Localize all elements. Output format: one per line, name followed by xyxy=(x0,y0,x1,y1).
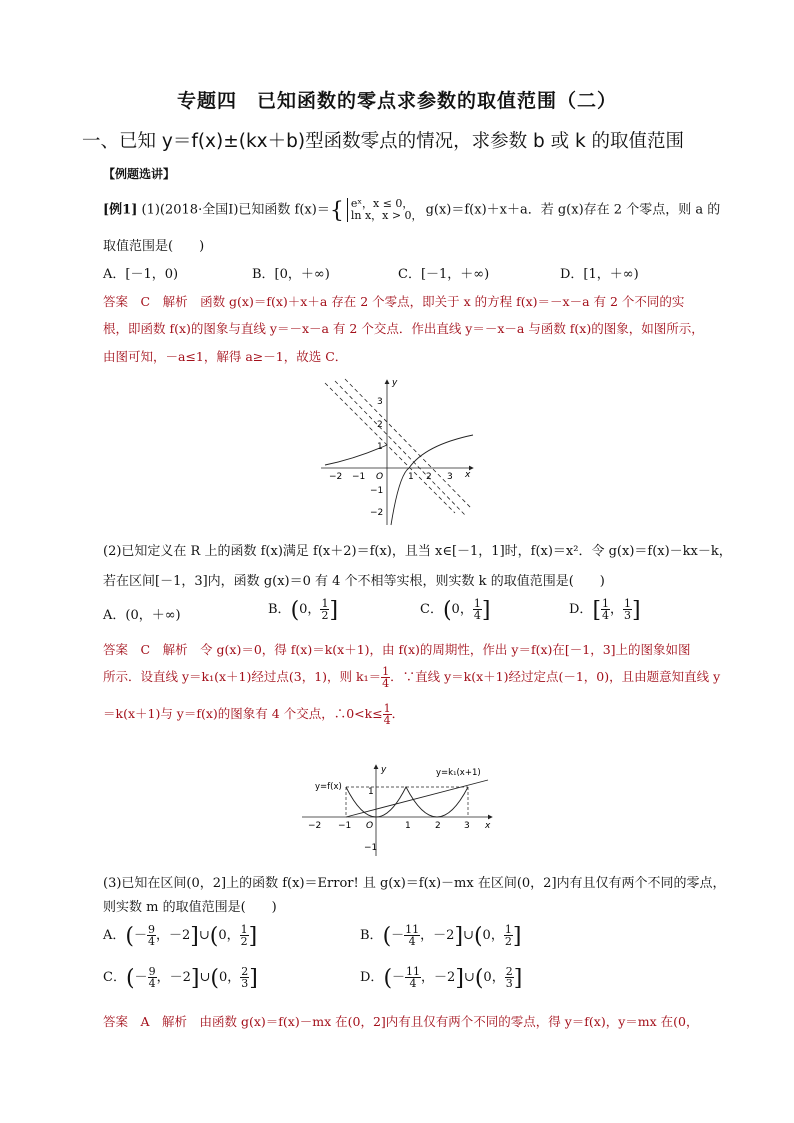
q1-piecewise xyxy=(347,198,423,222)
q3-option-a: A．(－ $\frac{9}{4}$ ，－2]∪(0， $\frac{1}{2}$ ] xyxy=(103,923,258,949)
q2-ans-k1-den: 4 xyxy=(382,677,390,690)
q2-ans-k-den: 4 xyxy=(383,714,391,727)
q3-d-den2: 3 xyxy=(505,977,513,990)
q2-option-b-prefix: B． xyxy=(268,602,291,617)
q3-b-mid: ，－2 xyxy=(420,928,455,943)
q2-option-d-prefix: D． xyxy=(569,602,593,617)
example-label: 【例题选讲】 xyxy=(103,167,176,181)
q3-c-prefix: C． xyxy=(103,970,126,985)
fig2-y-tick: −1 xyxy=(364,843,378,853)
fig2-x-tick: −2 xyxy=(308,821,322,831)
fig1-y-tick: −1 xyxy=(370,486,384,496)
q1-tag: [例1] xyxy=(103,202,138,218)
q2-option-b: B．(0， $\frac{1}{2}$ ] xyxy=(268,597,339,623)
q2-answer-line-2 xyxy=(103,666,720,689)
q2-c-num: 1 xyxy=(473,597,481,610)
q3-d-num2: 2 xyxy=(505,965,513,978)
figure-2 xyxy=(298,760,498,860)
q1-brace: { xyxy=(329,198,344,224)
q3-c-num1: 9 xyxy=(148,965,156,978)
fig1-x-tick: 3 xyxy=(447,472,453,482)
fig1-dashed-line xyxy=(325,383,455,513)
q1-piece-1: eˣ，x ≤ 0， xyxy=(350,197,414,210)
fig1-x-label: x xyxy=(465,470,471,480)
q2-ans-k1-num: 1 xyxy=(382,665,390,678)
q3-d-mid: ，－2 xyxy=(421,970,456,985)
fig2-x-tick: 2 xyxy=(435,821,441,831)
q3-stem-line-1: (3)已知在区间(0，2]上的函数 f(x)＝Error! 且 g(x)＝f(x)－mx 在区间(0，2]内有且仅有两个不同的零点， xyxy=(103,876,726,891)
q1-stem-a: (1)(2018·全国Ⅰ)已知函数 f(x)＝ xyxy=(141,202,330,218)
q3-a-den2: 2 xyxy=(240,935,248,948)
q1-piece-2: ln x，x > 0， xyxy=(350,209,423,222)
q2-answer-2a: 所示．设直线 y＝k₁(x＋1)经过点(3，1)，则 k₁＝ xyxy=(103,669,382,684)
q2-option-c-prefix: C． xyxy=(420,602,443,617)
q3-d-num1: 11 xyxy=(406,965,421,978)
fig2-x-tick: −1 xyxy=(338,821,352,831)
fig1-origin: O xyxy=(376,472,384,482)
q1-stem-b: g(x)＝f(x)＋x＋a．若 g(x)存在 2 个零点，则 a 的 xyxy=(425,202,721,218)
q3-a-num2: 1 xyxy=(240,923,248,936)
q3-d-den1: 4 xyxy=(409,977,417,990)
q3-a-prefix: A． xyxy=(103,928,126,943)
fig2-y-tick: 1 xyxy=(368,787,374,797)
q2-answer-line-1: 答案 C 解析 令 g(x)＝0，得 f(x)＝k(x＋1)，由 f(x)的周期性，作出 y＝f(x)在[－1，3]上的图象如图 xyxy=(103,642,691,657)
q3-d-prefix: D． xyxy=(360,970,384,985)
q3-option-c: C．(－ $\frac{9}{4}$ ，－2]∪(0， $\frac{2}{3}$ ] xyxy=(103,965,258,991)
fig2-x-label: x xyxy=(485,821,491,831)
fig1-y-tick: 1 xyxy=(377,442,383,452)
q2-stem-line-2: 若在区间[－1，3]内，函数 g(x)＝0 有 4 个不相等实根，则实数 k 的取值范围是( ) xyxy=(103,574,605,589)
q1-answer-line-1: 答案 C 解析 函数 g(x)＝f(x)＋x＋a 存在 2 个零点，即关于 x 的方程 f(x)＝－x－a 有 2 个不同的实 xyxy=(103,294,685,309)
q3-c-den1: 4 xyxy=(148,977,156,990)
q3-a-num1: 9 xyxy=(148,923,155,936)
q2-answer-2b: ．∵直线 y＝k(x＋1)经过定点(－1，0)，且由题意知直线 y xyxy=(390,669,721,684)
q3-b-den2: 2 xyxy=(504,935,512,948)
page-title: 专题四 已知函数的零点求参数的取值范围（二） xyxy=(176,90,617,112)
q3-b-num1: 11 xyxy=(405,923,420,936)
q2-option-a: A．(0，＋∞) xyxy=(103,608,181,623)
q1-answer-line-2: 根，即函数 f(x)的图象与直线 y＝－x－a 有 2 个交点．作出直线 y＝－x－a 与函数 f(x)的图象，如图所示， xyxy=(103,321,704,336)
fig2-k1-line xyxy=(346,780,488,817)
q1-answer-line-3: 由图可知，－a≤1，解得 a≥－1，故选 C． xyxy=(103,349,348,364)
q3-answer-line-1: 答案 A 解析 由函数 g(x)＝f(x)－mx 在(0，2]内有且仅有两个不同的零点，得 y＝f(x)，y＝mx 在(0， xyxy=(103,1014,699,1029)
fig1-dashed-line xyxy=(345,379,472,509)
q3-option-b: B．(－ $\frac{11}{4}$ ，－2]∪(0， $\frac{1}{2}$ ] xyxy=(360,923,522,949)
fig1-x-tick: −2 xyxy=(329,472,343,482)
fig2-f-label: y=f(x) xyxy=(315,782,342,792)
q2-d-den2: 3 xyxy=(624,609,632,622)
fig2-line-label: y=k₁(x+1) xyxy=(436,768,481,778)
q2-d-den1: 4 xyxy=(602,609,610,622)
q3-b-num2: 1 xyxy=(504,923,512,936)
fig1-x-tick: 1 xyxy=(408,472,414,482)
q3-option-d: D．(－ $\frac{11}{4}$ ，－2]∪(0， $\frac{2}{3}$ ] xyxy=(360,965,523,991)
fig2-origin: O xyxy=(366,821,374,831)
fig1-x-tick: −1 xyxy=(352,472,366,482)
fig1-y-tick: −2 xyxy=(370,508,384,518)
fig2-y-label: y xyxy=(381,765,387,775)
q2-option-c: C．(0， $\frac{1}{4}$ ] xyxy=(420,597,491,623)
q2-answer-3a: ＝k(x＋1)与 y＝f(x)的图象有 4 个交点，∴0<k≤ xyxy=(103,706,383,721)
q3-c-den2: 3 xyxy=(241,977,249,990)
section-heading: 一、已知 y＝f(x)±(kx＋b)型函数零点的情况，求参数 b 或 k 的取值范围 xyxy=(82,131,685,152)
q1-option-a: A．[－1，0) xyxy=(103,267,179,282)
q1-option-c: C．[－1，＋∞) xyxy=(398,267,490,282)
q1-stem-c: 取值范围是( ) xyxy=(103,239,205,254)
q3-b-prefix: B． xyxy=(360,928,383,943)
fig1-dashed-line xyxy=(335,381,465,515)
q1-option-b: B．[0，＋∞) xyxy=(252,267,330,282)
q2-d-num2: 1 xyxy=(624,597,632,610)
q2-stem-line-1: (2)已知定义在 R 上的函数 f(x)满足 f(x＋2)＝f(x)，且当 x∈[－1，1]时，f(x)＝x²．令 g(x)＝f(x)－kx－k， xyxy=(103,544,732,559)
fig1-y-tick: 2 xyxy=(377,420,383,430)
fig1-log-curve xyxy=(391,435,473,525)
q3-a-mid: ，－2 xyxy=(156,928,191,943)
q3-c-mid: ，－2 xyxy=(156,970,191,985)
q3-a-den1: 4 xyxy=(148,935,155,948)
q2-answer-3b: ． xyxy=(391,706,405,721)
q2-ans-k-num: 1 xyxy=(383,702,391,715)
q3-stem-line-2: 则实数 m 的取值范围是( ) xyxy=(103,900,277,915)
q2-answer-line-3 xyxy=(103,703,404,726)
q3-c-num2: 2 xyxy=(241,965,249,978)
q2-b-den: 2 xyxy=(321,609,329,622)
q2-b-num: 1 xyxy=(321,597,329,610)
q1-option-d: D．[1，＋∞) xyxy=(560,267,639,282)
q2-option-d: D．[ $\frac{1}{4}$ ， $\frac{1}{3}$ ] xyxy=(569,597,641,623)
fig1-y-label: y xyxy=(392,378,398,388)
q2-d-num1: 1 xyxy=(602,597,610,610)
fig1-x-tick: 2 xyxy=(426,472,432,482)
fig1-y-tick: 3 xyxy=(377,397,383,407)
figure-1 xyxy=(315,375,480,530)
q1-stem-line-1 xyxy=(103,198,720,224)
fig2-x-tick: 1 xyxy=(405,821,411,831)
fig2-x-tick: 3 xyxy=(464,821,470,831)
q2-c-den: 4 xyxy=(473,609,481,622)
q3-b-den1: 4 xyxy=(408,935,416,948)
